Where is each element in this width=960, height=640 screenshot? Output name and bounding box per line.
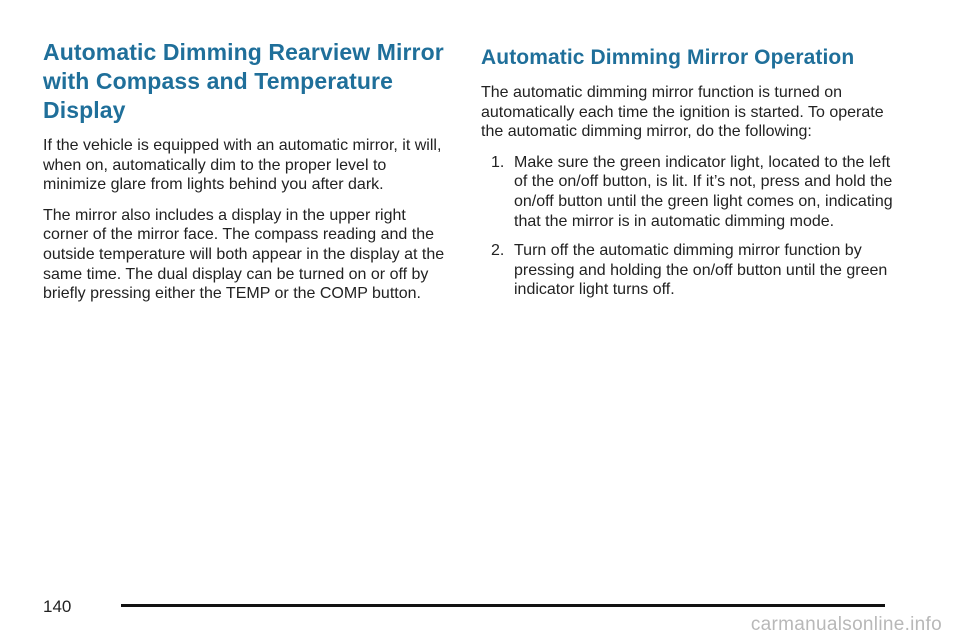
list-item	[481, 241, 901, 300]
step-number: 1.	[491, 153, 505, 171]
section-title-mirror-operation: Automatic Dimming Mirror Operation	[481, 46, 855, 69]
page-number: 140	[43, 597, 72, 616]
footer-divider	[121, 604, 885, 607]
step-text: Turn off the automatic dimming mirror function by pressing and holding the on/off button until the green indicator light turns off.	[514, 242, 888, 299]
paragraph-display: The mirror also includes a display in the upper right corner of the mirror face. The compass reading and the outside temperature will both appear in the display at the same time. The dual display can be turned on or off by briefly pressing either the TEMP or the COMP button.	[43, 206, 445, 303]
right-column	[481, 38, 901, 310]
operation-steps-list	[481, 153, 901, 300]
left-column	[43, 38, 453, 315]
watermark: carmanualsonline.info	[750, 614, 942, 635]
paragraph-auto-dim: If the vehicle is equipped with an automatic mirror, it will, when on, automatically dim to the proper level to minimize glare from lights behind you after dark.	[43, 137, 442, 194]
section-title-rearview-mirror: Automatic Dimming Rearview Mirror with Compass and Temperature Display	[43, 39, 444, 123]
paragraph-operation-intro: The automatic dimming mirror function is turned on automatically each time the ignition is started. To operate the automatic dimming mirror, do the following:	[481, 84, 884, 141]
step-number: 2.	[491, 242, 505, 260]
step-text: Make sure the green indicator light, located to the left of the on/off button, is lit. If it’s not, press and hold the on/off button until the green light comes on, indicating that the mirror is in automatic dimming mode.	[514, 153, 893, 230]
list-item	[481, 153, 901, 231]
